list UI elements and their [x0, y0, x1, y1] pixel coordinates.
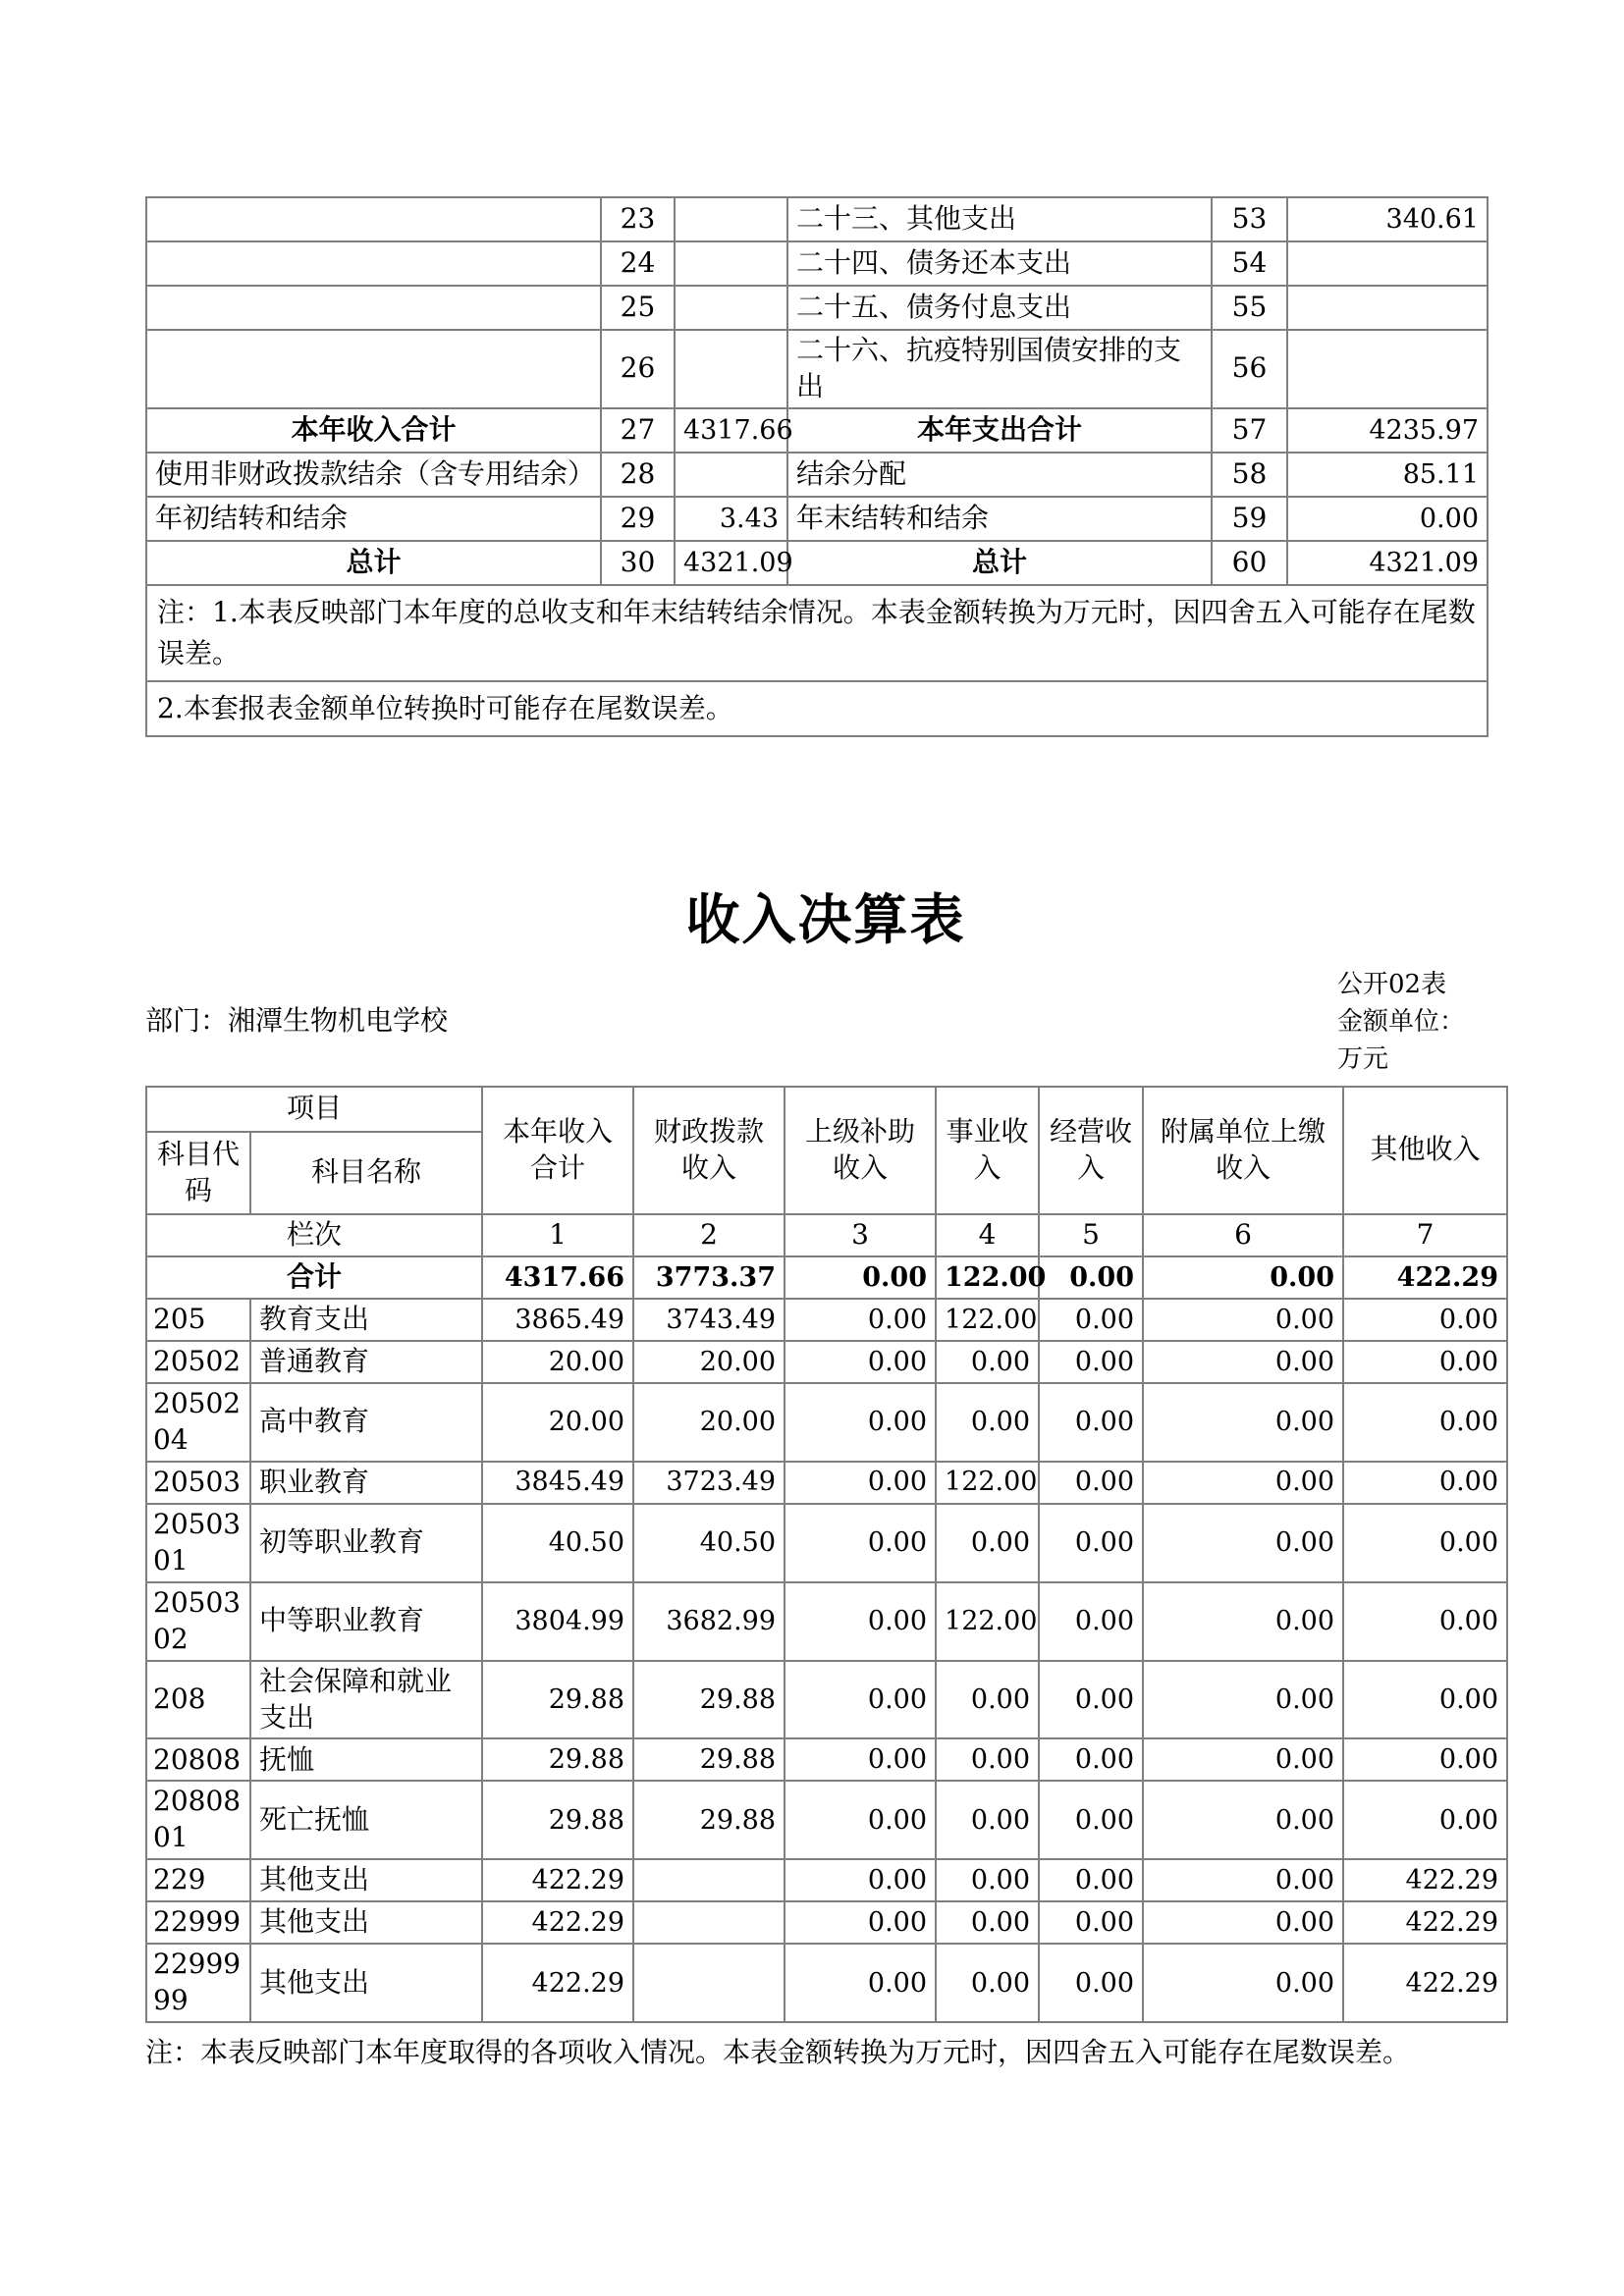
- summary-left-value: 3.43: [675, 497, 787, 541]
- income-row-value: 122.00: [936, 1462, 1039, 1504]
- summary-left-value: 4321.09: [675, 541, 787, 585]
- summary-left-label: [146, 286, 601, 330]
- income-row-value: 0.00: [936, 1944, 1039, 2022]
- income-row-value: 0.00: [785, 1582, 936, 1661]
- income-row-value: 0.00: [785, 1901, 936, 1944]
- income-subheader: [145, 966, 1506, 1078]
- amount-unit-label: 金额单位：: [1337, 1006, 1466, 1037]
- income-table-note: 注：本表反映部门本年度取得的各项收入情况。本表金额转换为万元时，因四舍五入可能存在尾数误差。: [145, 2036, 1411, 2069]
- income-row-value: 0.00: [1343, 1582, 1507, 1661]
- summary-row: [146, 408, 1488, 453]
- summary-row: [146, 330, 1488, 408]
- income-row: [146, 1504, 1507, 1582]
- header-lane-number: 4: [936, 1214, 1039, 1256]
- income-row-value: 29.88: [482, 1738, 633, 1781]
- income-row-value: 40.50: [633, 1504, 785, 1582]
- header-lane-number: 3: [785, 1214, 936, 1256]
- income-row-value: 29.88: [482, 1781, 633, 1859]
- summary-row: [146, 453, 1488, 497]
- income-row-value: 422.29: [482, 1901, 633, 1944]
- income-row-code: 229: [146, 1859, 250, 1901]
- income-row-value: 0.00: [1143, 1661, 1343, 1739]
- summary-note-text: 注：1.本表反映部门本年度的总收支和年末结转结余情况。本表金额转换为万元时，因四舍五入可能存在尾数误差。: [146, 585, 1488, 681]
- summary-note-row: [146, 681, 1488, 736]
- summary-right-line-no: 55: [1212, 286, 1287, 330]
- income-row-code: 2299999: [146, 1944, 250, 2022]
- income-row-value: 3773.37: [633, 1256, 785, 1299]
- income-row-value: 0.00: [936, 1383, 1039, 1462]
- summary-left-label: [146, 241, 601, 286]
- income-row-value: 0.00: [1143, 1781, 1343, 1859]
- summary-note-row: [146, 585, 1488, 681]
- income-row-value: 0.00: [1343, 1661, 1507, 1739]
- summary-row: [146, 541, 1488, 585]
- income-table: [145, 1086, 1508, 2023]
- header-col-operating-income: 经营收入: [1039, 1087, 1143, 1214]
- income-row-code: 2080801: [146, 1781, 250, 1859]
- summary-left-line-no: 27: [601, 408, 675, 453]
- summary-left-value: [675, 241, 787, 286]
- income-row-value: 0.00: [1039, 1383, 1143, 1462]
- header-lane-number: 5: [1039, 1214, 1143, 1256]
- table-code-label: 公开02表: [1337, 969, 1447, 999]
- summary-right-label: 二十三、其他支出: [787, 197, 1212, 241]
- income-row-value: 422.29: [1343, 1901, 1507, 1944]
- income-row-value: 0.00: [1143, 1462, 1343, 1504]
- income-row-code: 2050204: [146, 1383, 250, 1462]
- income-row-value: 0.00: [1143, 1944, 1343, 2022]
- income-row-code: 20808: [146, 1738, 250, 1781]
- income-row-value: 422.29: [482, 1944, 633, 2022]
- income-row: [146, 1383, 1507, 1462]
- summary-left-line-no: 24: [601, 241, 675, 286]
- summary-right-value: 0.00: [1287, 497, 1488, 541]
- income-row-value: 0.00: [936, 1859, 1039, 1901]
- income-row-value: 0.00: [1039, 1738, 1143, 1781]
- income-row-value: 0.00: [1039, 1462, 1143, 1504]
- income-row-value: 0.00: [1039, 1944, 1143, 2022]
- income-row-value: 0.00: [936, 1781, 1039, 1859]
- table-meta-block: [1337, 966, 1506, 1078]
- income-row-value: 0.00: [1039, 1299, 1143, 1341]
- header-lane-label: 栏次: [146, 1214, 482, 1256]
- income-row-name: 中等职业教育: [250, 1582, 482, 1661]
- income-row-name: 初等职业教育: [250, 1504, 482, 1582]
- income-row-value: 0.00: [1143, 1383, 1343, 1462]
- summary-left-value: [675, 286, 787, 330]
- income-row-value: 0.00: [785, 1661, 936, 1739]
- summary-left-line-no: 26: [601, 330, 675, 408]
- income-row-value: 0.00: [936, 1341, 1039, 1383]
- summary-right-value: 340.61: [1287, 197, 1488, 241]
- summary-left-label: [146, 197, 601, 241]
- summary-right-line-no: 53: [1212, 197, 1287, 241]
- summary-right-line-no: 57: [1212, 408, 1287, 453]
- header-col-subordinate-remittance: 附属单位上缴收入: [1143, 1087, 1343, 1214]
- income-row-value: 0.00: [1143, 1504, 1343, 1582]
- income-row-value: 0.00: [785, 1859, 936, 1901]
- summary-right-line-no: 58: [1212, 453, 1287, 497]
- income-row-code: 2050301: [146, 1504, 250, 1582]
- summary-right-line-no: 54: [1212, 241, 1287, 286]
- income-row-value: 29.88: [633, 1661, 785, 1739]
- income-row-value: 0.00: [936, 1738, 1039, 1781]
- income-row-value: 0.00: [1143, 1859, 1343, 1901]
- income-row-value: 0.00: [936, 1504, 1039, 1582]
- income-row-value: 0.00: [1039, 1859, 1143, 1901]
- income-row-value: 20.00: [633, 1383, 785, 1462]
- income-row-value: 0.00: [1343, 1299, 1507, 1341]
- income-row-value: 0.00: [1143, 1256, 1343, 1299]
- income-row-value: 20.00: [482, 1383, 633, 1462]
- header-col-annual-total: 本年收入合计: [482, 1087, 633, 1214]
- income-row-value: 0.00: [1343, 1462, 1507, 1504]
- income-total-row: [146, 1256, 1507, 1299]
- income-row-value: 422.29: [1343, 1256, 1507, 1299]
- summary-right-value: 85.11: [1287, 453, 1488, 497]
- header-lane-number: 1: [482, 1214, 633, 1256]
- income-row-value: 20.00: [482, 1341, 633, 1383]
- income-row-code: 2050302: [146, 1582, 250, 1661]
- income-row-name: 普通教育: [250, 1341, 482, 1383]
- department-label: 部门：湘潭生物机电学校: [145, 1003, 449, 1037]
- income-row-value: 0.00: [1039, 1901, 1143, 1944]
- income-row: [146, 1582, 1507, 1661]
- income-row-value: 0.00: [785, 1781, 936, 1859]
- income-row-value: 0.00: [785, 1383, 936, 1462]
- income-row-value: 0.00: [1039, 1781, 1143, 1859]
- income-row-value: 3682.99: [633, 1582, 785, 1661]
- summary-left-value: [675, 197, 787, 241]
- income-row-value: 0.00: [1039, 1504, 1143, 1582]
- income-row-value: 29.88: [633, 1738, 785, 1781]
- income-row-value: 0.00: [936, 1901, 1039, 1944]
- summary-left-label: 总计: [146, 541, 601, 585]
- income-row-value: 422.29: [1343, 1944, 1507, 2022]
- income-row-value: 0.00: [785, 1256, 936, 1299]
- amount-unit-value: 万元: [1337, 1043, 1389, 1074]
- income-row: [146, 1781, 1507, 1859]
- summary-right-label: 本年支出合计: [787, 408, 1212, 453]
- income-row-value: 122.00: [936, 1582, 1039, 1661]
- income-row-value: 0.00: [1039, 1341, 1143, 1383]
- income-row-value: 0.00: [1143, 1582, 1343, 1661]
- summary-right-label: 总计: [787, 541, 1212, 585]
- income-row: [146, 1661, 1507, 1739]
- income-row-value: 29.88: [633, 1781, 785, 1859]
- income-header-row-lane: [146, 1214, 1507, 1256]
- income-row-name: 高中教育: [250, 1383, 482, 1462]
- income-row-value: 20.00: [633, 1341, 785, 1383]
- income-row: [146, 1341, 1507, 1383]
- income-row-value: [633, 1944, 785, 2022]
- income-row-name: 职业教育: [250, 1462, 482, 1504]
- income-row-value: 0.00: [1039, 1582, 1143, 1661]
- income-row-value: 0.00: [1039, 1661, 1143, 1739]
- summary-left-label: 年初结转和结余: [146, 497, 601, 541]
- summary-right-label: 二十四、债务还本支出: [787, 241, 1212, 286]
- income-row-name: 教育支出: [250, 1299, 482, 1341]
- income-row: [146, 1738, 1507, 1781]
- summary-left-line-no: 30: [601, 541, 675, 585]
- income-row-value: 0.00: [1343, 1383, 1507, 1462]
- income-row-value: 0.00: [1343, 1504, 1507, 1582]
- summary-right-label: 二十五、债务付息支出: [787, 286, 1212, 330]
- summary-left-line-no: 25: [601, 286, 675, 330]
- income-row-value: 3845.49: [482, 1462, 633, 1504]
- summary-table: [145, 196, 1489, 737]
- summary-row: [146, 286, 1488, 330]
- income-row: [146, 1462, 1507, 1504]
- summary-right-line-no: 60: [1212, 541, 1287, 585]
- income-row: [146, 1299, 1507, 1341]
- header-lane-number: 6: [1143, 1214, 1343, 1256]
- header-col-business-income: 事业收入: [936, 1087, 1039, 1214]
- income-row: [146, 1859, 1507, 1901]
- income-row-code: 208: [146, 1661, 250, 1739]
- header-project: 项目: [146, 1087, 482, 1132]
- income-row: [146, 1944, 1507, 2022]
- income-row-value: 0.00: [1343, 1341, 1507, 1383]
- income-row: [146, 1901, 1507, 1944]
- summary-right-label: 年末结转和结余: [787, 497, 1212, 541]
- income-row-code: 22999: [146, 1901, 250, 1944]
- summary-right-value: 4235.97: [1287, 408, 1488, 453]
- income-row-value: 0.00: [785, 1341, 936, 1383]
- income-row-value: 3743.49: [633, 1299, 785, 1341]
- income-row-code: 20503: [146, 1462, 250, 1504]
- summary-right-label: 结余分配: [787, 453, 1212, 497]
- header-col-fiscal-appropriation: 财政拨款收入: [633, 1087, 785, 1214]
- income-row-value: 3804.99: [482, 1582, 633, 1661]
- income-row-name: 抚恤: [250, 1738, 482, 1781]
- income-row-name: 其他支出: [250, 1944, 482, 2022]
- page-content: [145, 196, 1512, 2074]
- income-row-value: 0.00: [785, 1738, 936, 1781]
- header-subject-code: 科目代码: [146, 1132, 250, 1214]
- summary-right-value: [1287, 330, 1488, 408]
- income-row-value: [633, 1901, 785, 1944]
- summary-left-label: 使用非财政拨款结余（含专用结余）: [146, 453, 601, 497]
- summary-left-label: [146, 330, 601, 408]
- income-row-value: 0.00: [1143, 1341, 1343, 1383]
- summary-left-label: 本年收入合计: [146, 408, 601, 453]
- income-row-value: 3723.49: [633, 1462, 785, 1504]
- summary-left-value: 4317.66: [675, 408, 787, 453]
- income-row-name: 死亡抚恤: [250, 1781, 482, 1859]
- income-row-value: 0.00: [1343, 1738, 1507, 1781]
- header-col-superior-subsidy: 上级补助收入: [785, 1087, 936, 1214]
- summary-left-line-no: 29: [601, 497, 675, 541]
- summary-left-value: [675, 330, 787, 408]
- income-row-value: 29.88: [482, 1661, 633, 1739]
- income-row-value: 0.00: [785, 1944, 936, 2022]
- income-row-value: 0.00: [1143, 1901, 1343, 1944]
- income-row-code: 205: [146, 1299, 250, 1341]
- income-row-value: 0.00: [785, 1462, 936, 1504]
- income-row-code: 20502: [146, 1341, 250, 1383]
- income-row-value: 0.00: [785, 1299, 936, 1341]
- summary-right-line-no: 56: [1212, 330, 1287, 408]
- income-row-value: 0.00: [1343, 1781, 1507, 1859]
- income-row-value: 122.00: [936, 1256, 1039, 1299]
- summary-row: [146, 497, 1488, 541]
- header-lane-number: 7: [1343, 1214, 1507, 1256]
- income-row-value: 422.29: [1343, 1859, 1507, 1901]
- summary-left-value: [675, 453, 787, 497]
- income-header-row-project: [146, 1087, 1507, 1132]
- income-row-value: 40.50: [482, 1504, 633, 1582]
- header-col-other-income: 其他收入: [1343, 1087, 1507, 1214]
- summary-left-line-no: 28: [601, 453, 675, 497]
- header-subject-name: 科目名称: [250, 1132, 482, 1214]
- summary-left-line-no: 23: [601, 197, 675, 241]
- income-row-name: 合计: [146, 1256, 482, 1299]
- income-row-value: 0.00: [936, 1661, 1039, 1739]
- income-row-name: 社会保障和就业支出: [250, 1661, 482, 1739]
- income-table-title: 收入决算表: [685, 886, 966, 951]
- summary-right-line-no: 59: [1212, 497, 1287, 541]
- summary-row: [146, 197, 1488, 241]
- income-row-value: 0.00: [1143, 1738, 1343, 1781]
- income-row-value: [633, 1859, 785, 1901]
- income-row-value: 0.00: [1039, 1256, 1143, 1299]
- summary-right-value: [1287, 286, 1488, 330]
- income-row-value: 422.29: [482, 1859, 633, 1901]
- income-row-value: 0.00: [785, 1504, 936, 1582]
- income-row-name: 其他支出: [250, 1901, 482, 1944]
- summary-right-value: 4321.09: [1287, 541, 1488, 585]
- summary-note-text: 2.本套报表金额单位转换时可能存在尾数误差。: [146, 681, 1488, 736]
- header-lane-number: 2: [633, 1214, 785, 1256]
- income-row-value: 122.00: [936, 1299, 1039, 1341]
- income-row-name: 其他支出: [250, 1859, 482, 1901]
- summary-row: [146, 241, 1488, 286]
- income-row-value: 3865.49: [482, 1299, 633, 1341]
- summary-right-label: 二十六、抗疫特别国债安排的支出: [787, 330, 1212, 408]
- summary-right-value: [1287, 241, 1488, 286]
- income-row-value: 0.00: [1143, 1299, 1343, 1341]
- income-row-value: 4317.66: [482, 1256, 633, 1299]
